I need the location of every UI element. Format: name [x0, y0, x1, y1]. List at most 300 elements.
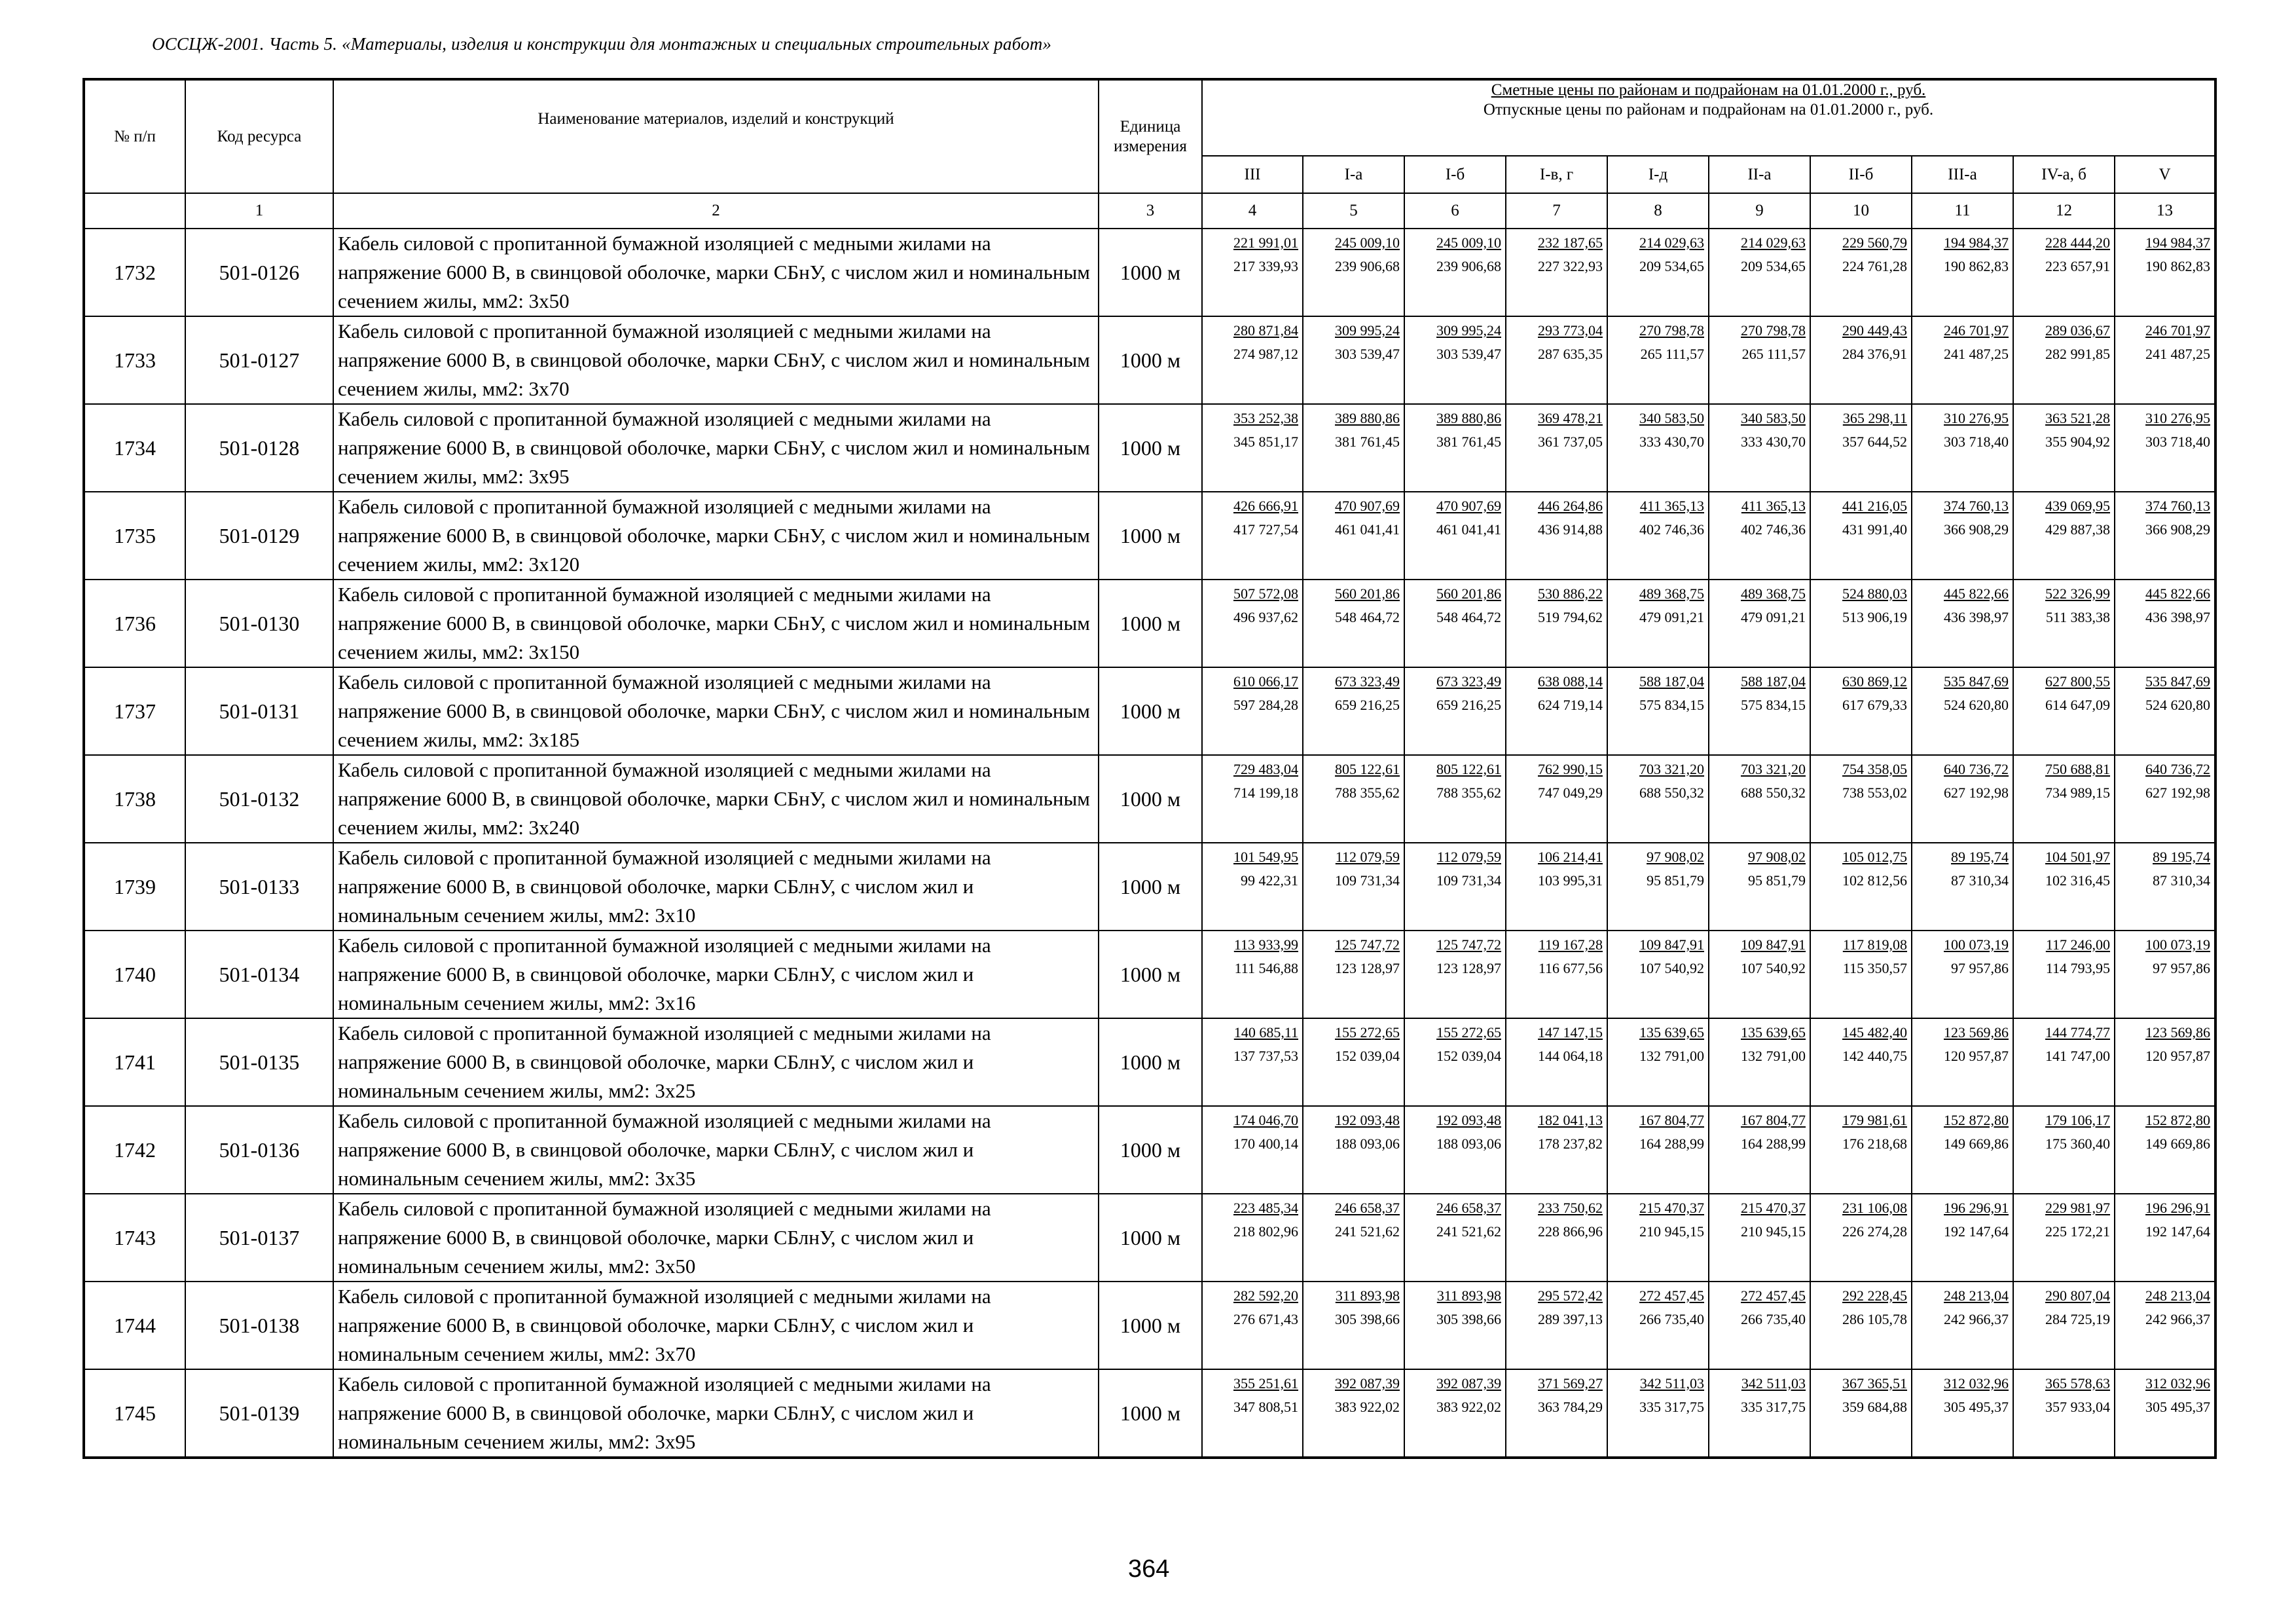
- header-region: II-а: [1709, 156, 1810, 193]
- price-cell: [2013, 580, 2115, 667]
- estimate-price: 196 296,91: [2145, 1200, 2211, 1216]
- price-cell: [1202, 316, 1303, 404]
- estimate-price: 312 032,96: [1944, 1375, 2009, 1392]
- price-cell: [1202, 1194, 1303, 1282]
- price-cell: [1810, 492, 1912, 580]
- column-number: 4: [1202, 193, 1303, 229]
- estimate-price: 703 321,20: [1639, 761, 1704, 777]
- price-cell: [1607, 1369, 1709, 1458]
- release-price: 282 991,85: [2045, 346, 2110, 362]
- price-cell: [1810, 1018, 1912, 1106]
- price-cell: [1607, 1282, 1709, 1369]
- table-row: [84, 1018, 2215, 1106]
- price-cell: [1912, 1194, 2013, 1282]
- estimate-price: 140 685,11: [1233, 1024, 1298, 1041]
- price-cell: [1506, 755, 1607, 843]
- price-cell: [2115, 667, 2215, 755]
- row-number: 1737: [84, 667, 185, 755]
- price-cell: [1506, 404, 1607, 492]
- table-row: [84, 229, 2215, 316]
- header-unit: Единица измерения: [1099, 79, 1202, 193]
- release-price: 176 218,68: [1842, 1135, 1907, 1152]
- release-price: 461 041,41: [1335, 521, 1400, 538]
- release-price: 461 041,41: [1436, 521, 1501, 538]
- estimate-price: 524 880,03: [1842, 585, 1907, 602]
- release-price: 624 719,14: [1538, 697, 1603, 713]
- release-price: 99 422,31: [1241, 872, 1298, 889]
- price-cell: [1810, 1282, 1912, 1369]
- estimate-price: 119 167,28: [1538, 936, 1603, 953]
- estimate-price: 192 093,48: [1436, 1112, 1501, 1128]
- release-price: 190 862,83: [2145, 258, 2211, 274]
- estimate-price: 246 658,37: [1335, 1200, 1400, 1216]
- row-number: 1735: [84, 492, 185, 580]
- release-price: 359 684,88: [1842, 1399, 1907, 1415]
- price-cell: [2115, 492, 2215, 580]
- release-price: 223 657,91: [2045, 258, 2110, 274]
- release-price: 333 430,70: [1741, 434, 1806, 450]
- price-cell: [1506, 1018, 1607, 1106]
- price-cell: [1303, 1106, 1404, 1194]
- price-cell: [1912, 316, 2013, 404]
- release-price: 142 440,75: [1842, 1048, 1907, 1064]
- release-price: 188 093,06: [1335, 1135, 1400, 1152]
- estimate-price: 214 029,63: [1639, 234, 1704, 251]
- release-price: 688 550,32: [1741, 784, 1806, 801]
- release-price: 614 647,09: [2045, 697, 2110, 713]
- price-cell: [1404, 492, 1506, 580]
- estimate-price: 270 798,78: [1741, 322, 1806, 339]
- release-price: 479 091,21: [1741, 609, 1806, 625]
- release-price: 114 793,95: [2045, 960, 2110, 976]
- release-price: 149 669,86: [1944, 1135, 2009, 1152]
- price-cell: [1709, 404, 1810, 492]
- price-cell: [2115, 843, 2215, 931]
- estimate-price: 673 323,49: [1436, 673, 1501, 690]
- column-number: 10: [1810, 193, 1912, 229]
- estimate-price: 312 032,96: [2145, 1375, 2211, 1392]
- material-name: Кабель силовой с пропитанной бумажной изоляцией с медными жилами на напряжение 6000 В, в свинцовой оболочке, марки СБлнУ, с числом жил и номинальным сечением жилы, мм2: 3х35: [333, 1106, 1099, 1194]
- row-number: 1741: [84, 1018, 185, 1106]
- price-cell: [2115, 1282, 2215, 1369]
- estimate-price: 167 804,77: [1741, 1112, 1806, 1128]
- price-cell: [1404, 404, 1506, 492]
- release-price: 120 957,87: [1944, 1048, 2009, 1064]
- estimate-price: 270 798,78: [1639, 322, 1704, 339]
- column-number: 8: [1607, 193, 1709, 229]
- estimate-price: 355 251,61: [1233, 1375, 1298, 1392]
- release-price: 688 550,32: [1639, 784, 1704, 801]
- estimate-price: 293 773,04: [1538, 322, 1603, 339]
- table-row: [84, 404, 2215, 492]
- release-price: 436 398,97: [1944, 609, 2009, 625]
- release-price: 524 620,80: [2145, 697, 2211, 713]
- estimate-price: 152 872,80: [1944, 1112, 2009, 1128]
- estimate-price: 489 368,75: [1639, 585, 1704, 602]
- row-number: 1743: [84, 1194, 185, 1282]
- estimate-price: 340 583,50: [1639, 410, 1704, 426]
- price-cell: [1912, 931, 2013, 1018]
- release-price: 496 937,62: [1233, 609, 1298, 625]
- price-cell: [1607, 316, 1709, 404]
- estimate-price: 627 800,55: [2045, 673, 2110, 690]
- release-price: 144 064,18: [1538, 1048, 1603, 1064]
- release-price: 788 355,62: [1335, 784, 1400, 801]
- release-price: 429 887,38: [2045, 521, 2110, 538]
- release-price: 102 316,45: [2045, 872, 2110, 889]
- estimate-price: 245 009,10: [1335, 234, 1400, 251]
- column-number: 5: [1303, 193, 1404, 229]
- header-name: Наименование материалов, изделий и конструкций: [333, 79, 1099, 193]
- price-cell: [2013, 931, 2115, 1018]
- price-cell: [1607, 755, 1709, 843]
- row-number: 1744: [84, 1282, 185, 1369]
- estimate-price: 215 470,37: [1741, 1200, 1806, 1216]
- estimate-price: 445 822,66: [2145, 585, 2211, 602]
- price-cell: [1506, 1194, 1607, 1282]
- estimate-price: 638 088,14: [1538, 673, 1603, 690]
- table-row: [84, 755, 2215, 843]
- price-cell: [2013, 667, 2115, 755]
- estimate-price: 640 736,72: [1944, 761, 2009, 777]
- release-price: 149 669,86: [2145, 1135, 2211, 1152]
- release-price: 335 317,75: [1741, 1399, 1806, 1415]
- release-price: 178 237,82: [1538, 1135, 1603, 1152]
- release-price: 627 192,98: [2145, 784, 2211, 801]
- estimate-price: 123 569,86: [1944, 1024, 2009, 1041]
- release-price: 239 906,68: [1436, 258, 1501, 274]
- estimate-price: 192 093,48: [1335, 1112, 1400, 1128]
- release-price: 714 199,18: [1233, 784, 1298, 801]
- estimate-price: 232 187,65: [1538, 234, 1603, 251]
- estimate-price: 101 549,95: [1233, 849, 1298, 865]
- price-cell: [1303, 580, 1404, 667]
- price-cell: [1506, 316, 1607, 404]
- release-price: 366 908,29: [2145, 521, 2211, 538]
- material-name: Кабель силовой с пропитанной бумажной изоляцией с медными жилами на напряжение 6000 В, в свинцовой оболочке, марки СБлнУ, с числом жил и номинальным сечением жилы, мм2: 3х10: [333, 843, 1099, 931]
- unit-of-measure: 1000 м: [1099, 404, 1202, 492]
- release-price: 734 989,15: [2045, 784, 2110, 801]
- price-cell: [1607, 580, 1709, 667]
- resource-code: 501-0133: [185, 843, 333, 931]
- estimate-price: 194 984,37: [1944, 234, 2009, 251]
- estimate-price: 179 106,17: [2045, 1112, 2110, 1128]
- release-price: 109 731,34: [1335, 872, 1400, 889]
- release-price: 305 495,37: [2145, 1399, 2211, 1415]
- release-price: 659 216,25: [1335, 697, 1400, 713]
- price-cell: [1810, 316, 1912, 404]
- estimate-price: 152 872,80: [2145, 1112, 2211, 1128]
- estimate-price: 97 908,02: [1647, 849, 1704, 865]
- estimate-price: 112 079,59: [1335, 849, 1400, 865]
- row-number: 1740: [84, 931, 185, 1018]
- release-price: 303 539,47: [1436, 346, 1501, 362]
- price-cell: [1506, 931, 1607, 1018]
- estimate-price: 231 106,08: [1842, 1200, 1907, 1216]
- release-price: 513 906,19: [1842, 609, 1907, 625]
- estimate-price: 89 195,74: [2153, 849, 2211, 865]
- estimate-price: 109 847,91: [1741, 936, 1806, 953]
- unit-of-measure: 1000 м: [1099, 316, 1202, 404]
- estimate-price: 233 750,62: [1538, 1200, 1603, 1216]
- row-number: 1732: [84, 229, 185, 316]
- release-price: 188 093,06: [1436, 1135, 1501, 1152]
- release-price: 381 761,45: [1335, 434, 1400, 450]
- price-cell: [1303, 931, 1404, 1018]
- estimate-price: 282 592,20: [1233, 1287, 1298, 1304]
- estimate-price: 144 774,77: [2045, 1024, 2110, 1041]
- material-name: Кабель силовой с пропитанной бумажной изоляцией с медными жилами на напряжение 6000 В, в свинцовой оболочке, марки СБнУ, с числом жил и номинальным сечением жилы, мм2: 3х185: [333, 667, 1099, 755]
- resource-code: 501-0135: [185, 1018, 333, 1106]
- price-cell: [1404, 580, 1506, 667]
- estimate-price: 248 213,04: [2145, 1287, 2211, 1304]
- header-region: I-в, г: [1506, 156, 1607, 193]
- release-price: 103 995,31: [1538, 872, 1603, 889]
- price-cell: [1404, 1369, 1506, 1458]
- estimate-price: 762 990,15: [1538, 761, 1603, 777]
- release-price: 284 725,19: [2045, 1311, 2110, 1327]
- table-row: [84, 1282, 2215, 1369]
- release-price: 333 430,70: [1639, 434, 1704, 450]
- release-price: 597 284,28: [1233, 697, 1298, 713]
- release-price: 347 808,51: [1233, 1399, 1298, 1415]
- price-cell: [2013, 229, 2115, 316]
- resource-code: 501-0127: [185, 316, 333, 404]
- column-number: 12: [2013, 193, 2115, 229]
- resource-code: 501-0126: [185, 229, 333, 316]
- price-cell: [2013, 492, 2115, 580]
- table-row: [84, 667, 2215, 755]
- estimate-price: 630 869,12: [1842, 673, 1907, 690]
- estimate-price: 135 639,65: [1639, 1024, 1704, 1041]
- release-price: 109 731,34: [1436, 872, 1501, 889]
- price-cell: [2013, 1369, 2115, 1458]
- release-price: 575 834,15: [1741, 697, 1806, 713]
- resource-code: 501-0132: [185, 755, 333, 843]
- release-price: 289 397,13: [1538, 1311, 1603, 1327]
- material-name: Кабель силовой с пропитанной бумажной изоляцией с медными жилами на напряжение 6000 В, в свинцовой оболочке, марки СБлнУ, с числом жил и номинальным сечением жилы, мм2: 3х16: [333, 931, 1099, 1018]
- estimate-price: 215 470,37: [1639, 1200, 1704, 1216]
- column-number: 11: [1912, 193, 2013, 229]
- release-price: 381 761,45: [1436, 434, 1501, 450]
- price-cell: [1810, 931, 1912, 1018]
- release-price: 357 933,04: [2045, 1399, 2110, 1415]
- price-cell: [1404, 316, 1506, 404]
- release-price: 87 310,34: [2153, 872, 2211, 889]
- estimate-price: 588 187,04: [1741, 673, 1806, 690]
- header-region: IV-а, б: [2013, 156, 2115, 193]
- price-cell: [2013, 1106, 2115, 1194]
- estimate-price: 228 444,20: [2045, 234, 2110, 251]
- estimate-price: 109 847,91: [1639, 936, 1704, 953]
- estimate-price: 522 326,99: [2045, 585, 2110, 602]
- header-prices: [1202, 79, 2215, 156]
- resource-code: 501-0131: [185, 667, 333, 755]
- release-price: 305 398,66: [1436, 1311, 1501, 1327]
- estimate-price: 100 073,19: [2145, 936, 2211, 953]
- header-region: V: [2115, 156, 2215, 193]
- row-number: 1739: [84, 843, 185, 931]
- estimate-price: 125 747,72: [1335, 936, 1400, 953]
- estimate-price: 441 216,05: [1842, 498, 1907, 514]
- estimate-price: 365 578,63: [2045, 1375, 2110, 1392]
- estimate-price: 155 272,65: [1335, 1024, 1400, 1041]
- unit-of-measure: 1000 м: [1099, 1369, 1202, 1458]
- release-price: 226 274,28: [1842, 1223, 1907, 1240]
- release-price: 524 620,80: [1944, 697, 2009, 713]
- release-price: 303 718,40: [1944, 434, 2009, 450]
- header-region: III: [1202, 156, 1303, 193]
- release-price: 132 791,00: [1639, 1048, 1704, 1064]
- release-price: 788 355,62: [1436, 784, 1501, 801]
- resource-code: 501-0138: [185, 1282, 333, 1369]
- estimate-price: 214 029,63: [1741, 234, 1806, 251]
- estimate-price: 805 122,61: [1436, 761, 1501, 777]
- estimate-price: 374 760,13: [2145, 498, 2211, 514]
- release-price: 241 521,62: [1335, 1223, 1400, 1240]
- price-cell: [1404, 1106, 1506, 1194]
- estimate-price: 112 079,59: [1436, 849, 1501, 865]
- release-price: 265 111,57: [1741, 346, 1806, 362]
- estimate-price: 389 880,86: [1335, 410, 1400, 426]
- price-cell: [1506, 667, 1607, 755]
- column-number: 2: [333, 193, 1099, 229]
- release-price: 548 464,72: [1436, 609, 1501, 625]
- estimate-price: 97 908,02: [1748, 849, 1806, 865]
- estimate-price: 272 457,45: [1741, 1287, 1806, 1304]
- resource-code: 501-0134: [185, 931, 333, 1018]
- release-price: 164 288,99: [1639, 1135, 1704, 1152]
- release-price: 111 546,88: [1234, 960, 1298, 976]
- price-cell: [1709, 931, 1810, 1018]
- price-cell: [1709, 755, 1810, 843]
- estimate-price: 174 046,70: [1233, 1112, 1298, 1128]
- price-cell: [2013, 755, 2115, 843]
- material-name: Кабель силовой с пропитанной бумажной изоляцией с медными жилами на напряжение 6000 В, в свинцовой оболочке, марки СБнУ, с числом жил и номинальным сечением жилы, мм2: 3х50: [333, 229, 1099, 316]
- header-region: III-а: [1912, 156, 2013, 193]
- row-number: 1742: [84, 1106, 185, 1194]
- price-cell: [1912, 843, 2013, 931]
- estimate-price: 290 449,43: [1842, 322, 1907, 339]
- price-cell: [1810, 667, 1912, 755]
- release-price: 120 957,87: [2145, 1048, 2211, 1064]
- price-cell: [1202, 404, 1303, 492]
- material-name: Кабель силовой с пропитанной бумажной изоляцией с медными жилами на напряжение 6000 В, в свинцовой оболочке, марки СБнУ, с числом жил и номинальным сечением жилы, мм2: 3х70: [333, 316, 1099, 404]
- price-cell: [1810, 1369, 1912, 1458]
- column-number-blank: [84, 193, 185, 229]
- table-row: [84, 316, 2215, 404]
- estimate-price: 530 886,22: [1538, 585, 1603, 602]
- price-cell: [1709, 1282, 1810, 1369]
- estimate-price: 125 747,72: [1436, 936, 1501, 953]
- column-number: 6: [1404, 193, 1506, 229]
- price-cell: [2115, 755, 2215, 843]
- release-price: 241 521,62: [1436, 1223, 1501, 1240]
- estimate-price: 750 688,81: [2045, 761, 2110, 777]
- price-cell: [1506, 492, 1607, 580]
- material-name: Кабель силовой с пропитанной бумажной изоляцией с медными жилами на напряжение 6000 В, в свинцовой оболочке, марки СБнУ, с числом жил и номинальным сечением жилы, мм2: 3х240: [333, 755, 1099, 843]
- column-number: 1: [185, 193, 333, 229]
- price-cell: [1607, 1106, 1709, 1194]
- price-cell: [1202, 1106, 1303, 1194]
- price-cell: [1506, 1282, 1607, 1369]
- estimate-price: 89 195,74: [1951, 849, 2009, 865]
- estimate-price: 507 572,08: [1233, 585, 1298, 602]
- price-cell: [1912, 229, 2013, 316]
- estimate-price: 246 701,97: [1944, 322, 2009, 339]
- price-cell: [1607, 1018, 1709, 1106]
- release-price: 224 761,28: [1842, 258, 1907, 274]
- release-price: 115 350,57: [1842, 960, 1907, 976]
- release-price: 192 147,64: [1944, 1223, 2009, 1240]
- estimate-price: 310 276,95: [1944, 410, 2009, 426]
- estimate-price: 411 365,13: [1639, 498, 1704, 514]
- release-price: 511 383,38: [2045, 609, 2110, 625]
- estimate-price: 311 893,98: [1436, 1287, 1501, 1304]
- price-cell: [1202, 580, 1303, 667]
- price-cell: [2115, 931, 2215, 1018]
- release-price: 361 737,05: [1538, 434, 1603, 450]
- unit-of-measure: 1000 м: [1099, 229, 1202, 316]
- estimate-price: 113 933,99: [1233, 936, 1298, 953]
- material-name: Кабель силовой с пропитанной бумажной изоляцией с медными жилами на напряжение 6000 В, в свинцовой оболочке, марки СБлнУ, с числом жил и номинальным сечением жилы, мм2: 3х70: [333, 1282, 1099, 1369]
- release-price: 357 644,52: [1842, 434, 1907, 450]
- resource-code: 501-0137: [185, 1194, 333, 1282]
- estimate-price: 105 012,75: [1842, 849, 1907, 865]
- release-price: 303 718,40: [2145, 434, 2211, 450]
- price-cell: [1303, 492, 1404, 580]
- price-cell: [1303, 1369, 1404, 1458]
- release-price: 228 866,96: [1538, 1223, 1603, 1240]
- material-name: Кабель силовой с пропитанной бумажной изоляцией с медными жилами на напряжение 6000 В, в свинцовой оболочке, марки СБнУ, с числом жил и номинальным сечением жилы, мм2: 3х150: [333, 580, 1099, 667]
- release-price: 284 376,91: [1842, 346, 1907, 362]
- release-price: 116 677,56: [1538, 960, 1603, 976]
- release-price: 241 487,25: [1944, 346, 2009, 362]
- unit-of-measure: 1000 м: [1099, 580, 1202, 667]
- estimate-price: 155 272,65: [1436, 1024, 1501, 1041]
- price-cell: [1912, 1018, 2013, 1106]
- release-price: 141 747,00: [2045, 1048, 2110, 1064]
- table-row: [84, 843, 2215, 931]
- price-cell: [1709, 316, 1810, 404]
- estimate-price: 182 041,13: [1538, 1112, 1603, 1128]
- price-cell: [2013, 404, 2115, 492]
- estimate-price: 310 276,95: [2145, 410, 2211, 426]
- price-cell: [1303, 404, 1404, 492]
- price-cell: [1303, 667, 1404, 755]
- estimate-price: 280 871,84: [1233, 322, 1298, 339]
- price-cell: [2115, 1018, 2215, 1106]
- price-cell: [1202, 931, 1303, 1018]
- estimate-price: 610 066,17: [1233, 673, 1298, 690]
- release-price: 192 147,64: [2145, 1223, 2211, 1240]
- price-cell: [2013, 843, 2115, 931]
- release-price: 152 039,04: [1436, 1048, 1501, 1064]
- release-price: 123 128,97: [1436, 960, 1501, 976]
- release-price: 95 851,79: [1647, 872, 1704, 889]
- material-name: Кабель силовой с пропитанной бумажной изоляцией с медными жилами на напряжение 6000 В, в свинцовой оболочке, марки СБлнУ, с числом жил и номинальным сечением жилы, мм2: 3х25: [333, 1018, 1099, 1106]
- unit-of-measure: 1000 м: [1099, 492, 1202, 580]
- release-price: 239 906,68: [1335, 258, 1400, 274]
- price-cell: [2115, 316, 2215, 404]
- price-cell: [2115, 229, 2215, 316]
- estimate-price: 196 296,91: [1944, 1200, 2009, 1216]
- unit-of-measure: 1000 м: [1099, 755, 1202, 843]
- table-row: [84, 1194, 2215, 1282]
- estimate-price: 369 478,21: [1538, 410, 1603, 426]
- estimate-price: 179 981,61: [1842, 1112, 1907, 1128]
- price-cell: [2013, 1018, 2115, 1106]
